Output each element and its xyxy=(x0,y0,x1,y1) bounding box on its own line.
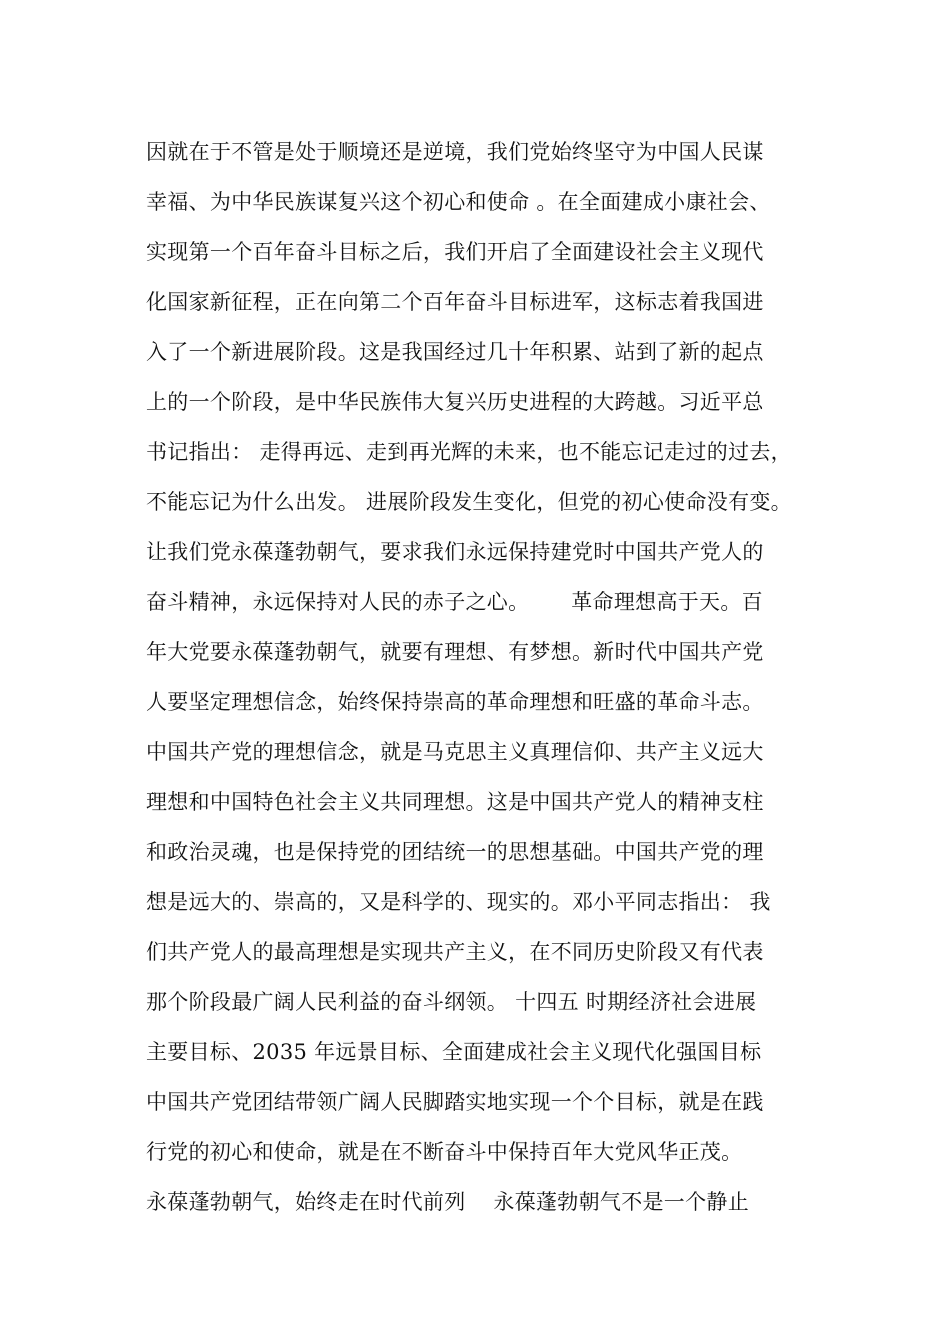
text-line: 中国共产党的理想信念，就是马克思主义真理信仰、共产主义远大 xyxy=(146,740,764,764)
text-line: 理想和中国特色社会主义共同理想。这是中国共产党人的精神支柱 xyxy=(146,790,764,814)
text-line: 中国共产党团结带领广阔人民脚踏实地实现一个个目标，就是在践 xyxy=(146,1090,764,1114)
text-line: 和政治灵魂，也是保持党的团结统一的思想基础。中国共产党的理 xyxy=(146,840,764,864)
text-line: 实现第一个百年奋斗目标之后，我们开启了全面建设社会主义现代 xyxy=(146,240,764,264)
body-text xyxy=(146,132,836,1232)
text-line: 年大党要永葆蓬勃朝气，就要有理想、有梦想。新时代中国共产党 xyxy=(146,640,764,664)
text-line: 奋斗精神，永远保持对人民的赤子之心。 革命理想高于天。百 xyxy=(146,590,763,614)
text-line: 化国家新征程，正在向第二个百年奋斗目标进军，这标志着我国进 xyxy=(146,290,764,314)
text-line: 行党的初心和使命，就是在不断奋斗中保持百年大党风华正茂。 xyxy=(146,1140,743,1164)
text-line: 上的一个阶段，是中华民族伟大复兴历史进程的大跨越。习近平总 xyxy=(146,390,764,414)
text-line: 因就在于不管是处于顺境还是逆境，我们党始终坚守为中国人民谋 xyxy=(146,140,764,164)
text-line: 幸福、为中华民族谋复兴这个初心和使命 。在全面建成小康社会、 xyxy=(146,190,771,214)
text-line: 入了一个新进展阶段。这是我国经过几十年积累、站到了新的起点 xyxy=(146,340,764,364)
text-line: 不能忘记为什么出发。 进展阶段发生变化，但党的初心使命没有变。 xyxy=(146,490,792,514)
text-line: 让我们党永葆蓬勃朝气，要求我们永远保持建党时中国共产党人的 xyxy=(146,540,764,564)
text-line: 们共产党人的最高理想是实现共产主义，在不同历史阶段又有代表 xyxy=(146,940,764,964)
text-line: 想是远大的、崇高的，又是科学的、现实的。邓小平同志指出： 我 xyxy=(146,890,771,914)
text-line: 主要目标、2035 年远景目标、全面建成社会主义现代化强国目标 xyxy=(146,1040,762,1064)
text-line: 那个阶段最广阔人民利益的奋斗纲领。 十四五 时期经济社会进展 xyxy=(146,990,757,1014)
text-line: 人要坚定理想信念，始终保持崇高的革命理想和旺盛的革命斗志。 xyxy=(146,690,764,714)
text-line: 书记指出： 走得再远、走到再光辉的未来，也不能忘记走过的过去， xyxy=(146,440,792,464)
text-line: 永葆蓬勃朝气，始终走在时代前列 永葆蓬勃朝气不是一个静止 xyxy=(146,1190,749,1214)
